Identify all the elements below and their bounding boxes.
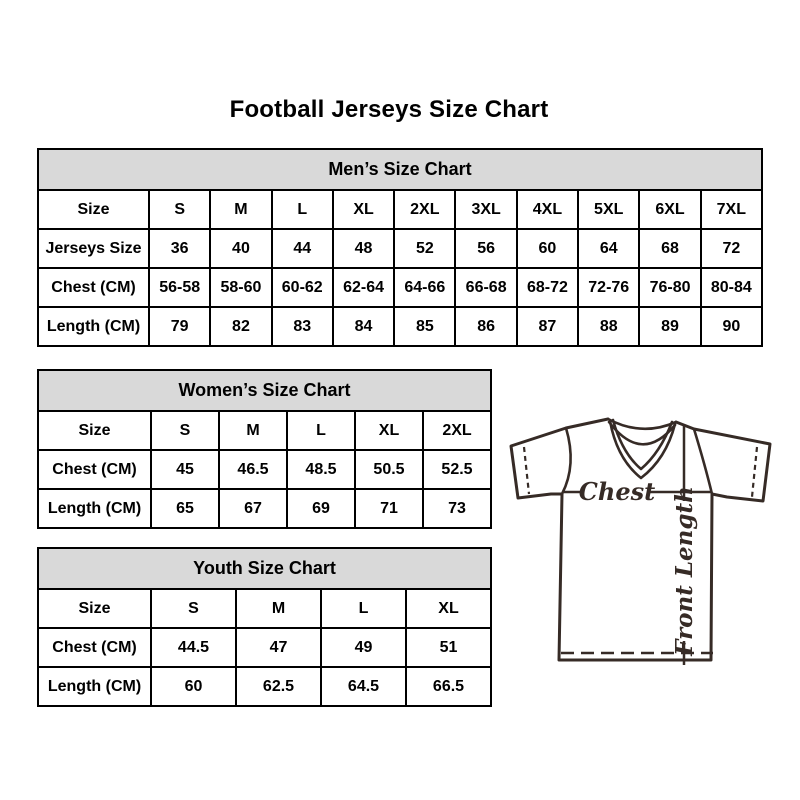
value-cell: L [272, 190, 333, 229]
value-cell: 58-60 [210, 268, 271, 307]
table-row [38, 589, 491, 628]
jersey-right-cuff-stitch [752, 447, 757, 497]
value-cell: L [321, 589, 406, 628]
value-cell: 87 [517, 307, 578, 346]
table-row [38, 307, 762, 346]
value-cell: 45 [151, 450, 219, 489]
value-cell: 44 [272, 229, 333, 268]
table-row [38, 667, 491, 706]
value-cell: 36 [149, 229, 210, 268]
jersey-left-armhole-seam [562, 428, 571, 494]
table-section-header [38, 149, 762, 190]
jersey-right-armhole-seam [694, 429, 712, 494]
value-cell: 83 [272, 307, 333, 346]
value-cell: 60 [151, 667, 236, 706]
value-cell: 47 [236, 628, 321, 667]
jersey-measurement-diagram [500, 403, 775, 671]
value-cell: 86 [455, 307, 516, 346]
value-cell: M [236, 589, 321, 628]
row-label-cell: Length (CM) [38, 307, 149, 346]
value-cell: M [219, 411, 287, 450]
value-cell: 72 [701, 229, 762, 268]
value-cell: 72-76 [578, 268, 639, 307]
value-cell: L [287, 411, 355, 450]
youth-size-table [37, 547, 492, 707]
value-cell: 44.5 [151, 628, 236, 667]
value-cell: 79 [149, 307, 210, 346]
value-cell: 71 [355, 489, 423, 528]
jersey-left-cuff-stitch [524, 447, 529, 494]
value-cell: 67 [219, 489, 287, 528]
value-cell: 48.5 [287, 450, 355, 489]
value-cell: 64.5 [321, 667, 406, 706]
table-section-header [38, 370, 491, 411]
value-cell: XL [355, 411, 423, 450]
value-cell: 46.5 [219, 450, 287, 489]
table-row [38, 190, 762, 229]
value-cell: 68 [639, 229, 700, 268]
value-cell: 2XL [423, 411, 491, 450]
value-cell: 65 [151, 489, 219, 528]
value-cell: S [151, 589, 236, 628]
row-label-cell: Length (CM) [38, 489, 151, 528]
value-cell: 64 [578, 229, 639, 268]
value-cell: 73 [423, 489, 491, 528]
value-cell: 66-68 [455, 268, 516, 307]
row-label-cell: Chest (CM) [38, 628, 151, 667]
value-cell: 89 [639, 307, 700, 346]
table-row [38, 229, 762, 268]
row-label-cell: Length (CM) [38, 667, 151, 706]
value-cell: M [210, 190, 271, 229]
value-cell: 51 [406, 628, 491, 667]
value-cell: 49 [321, 628, 406, 667]
value-cell: XL [333, 190, 394, 229]
value-cell: 84 [333, 307, 394, 346]
value-cell: 6XL [639, 190, 700, 229]
value-cell: 64-66 [394, 268, 455, 307]
value-cell: 85 [394, 307, 455, 346]
value-cell: 66.5 [406, 667, 491, 706]
table-section-header [38, 548, 491, 589]
value-cell: 52 [394, 229, 455, 268]
table-row [38, 450, 491, 489]
table-row [38, 268, 762, 307]
value-cell: 50.5 [355, 450, 423, 489]
womens-size-table [37, 369, 492, 529]
value-cell: 90 [701, 307, 762, 346]
womens-table-title: Women’s Size Chart [38, 370, 491, 411]
value-cell: 7XL [701, 190, 762, 229]
front-length-label: Front Length [671, 486, 698, 656]
value-cell: 60 [517, 229, 578, 268]
value-cell: 52.5 [423, 450, 491, 489]
value-cell: 62-64 [333, 268, 394, 307]
value-cell: 4XL [517, 190, 578, 229]
mens-table-title: Men’s Size Chart [38, 149, 762, 190]
table-row [38, 411, 491, 450]
value-cell: S [149, 190, 210, 229]
value-cell: 56-58 [149, 268, 210, 307]
youth-table-title: Youth Size Chart [38, 548, 491, 589]
value-cell: XL [406, 589, 491, 628]
value-cell: 62.5 [236, 667, 321, 706]
value-cell: 60-62 [272, 268, 333, 307]
row-label-cell: Chest (CM) [38, 450, 151, 489]
value-cell: 40 [210, 229, 271, 268]
value-cell: 48 [333, 229, 394, 268]
row-label-cell: Size [38, 411, 151, 450]
value-cell: 3XL [455, 190, 516, 229]
value-cell: 76-80 [639, 268, 700, 307]
row-label-cell: Jerseys Size [38, 229, 149, 268]
chest-label: Chest [578, 477, 656, 506]
value-cell: 80-84 [701, 268, 762, 307]
row-label-cell: Size [38, 589, 151, 628]
value-cell: 2XL [394, 190, 455, 229]
value-cell: 68-72 [517, 268, 578, 307]
row-label-cell: Chest (CM) [38, 268, 149, 307]
jersey-collar-back [608, 419, 676, 429]
value-cell: 5XL [578, 190, 639, 229]
value-cell: 69 [287, 489, 355, 528]
value-cell: S [151, 411, 219, 450]
mens-size-table [37, 148, 763, 347]
table-row [38, 489, 491, 528]
value-cell: 82 [210, 307, 271, 346]
value-cell: 88 [578, 307, 639, 346]
row-label-cell: Size [38, 190, 149, 229]
page-title: Football Jerseys Size Chart [229, 96, 549, 123]
table-row [38, 628, 491, 667]
value-cell: 56 [455, 229, 516, 268]
